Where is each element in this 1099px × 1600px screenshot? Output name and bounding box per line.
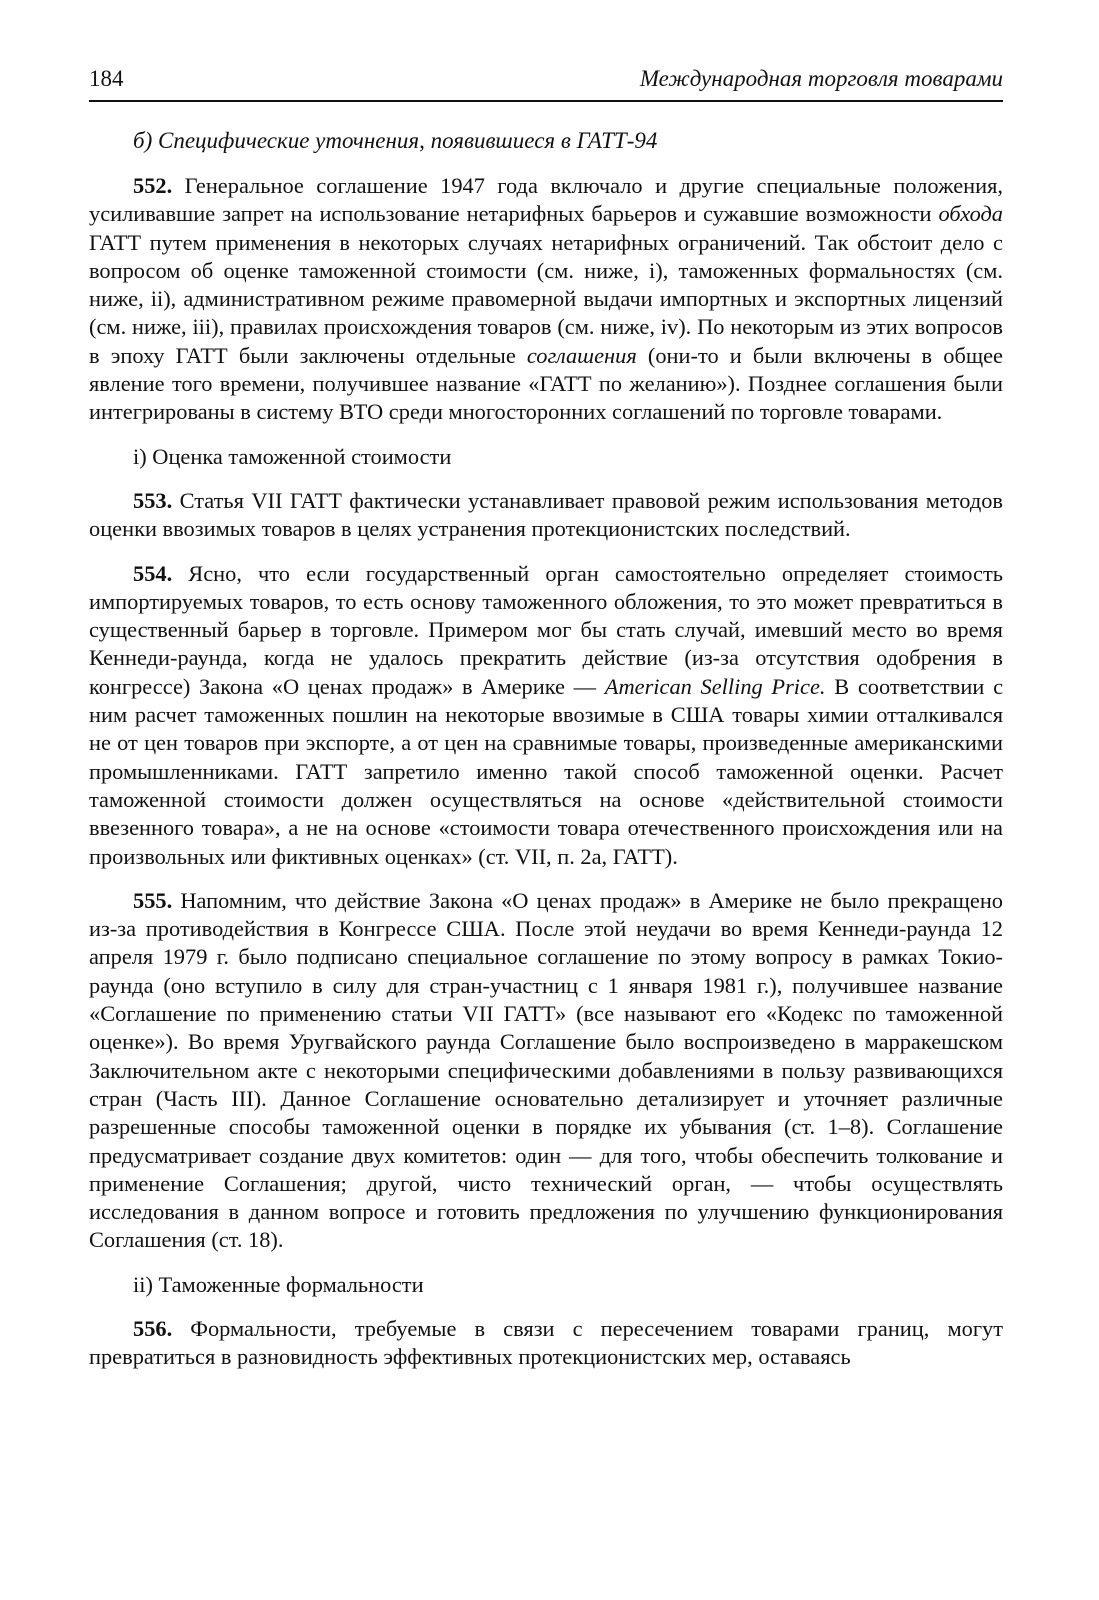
paragraph-text: Формальности, требуемые в связи с пересечением товарами границ, могут превратиться в разновидность эффективных протекционистских мер, оставаясь (89, 1315, 1003, 1370)
paragraph-text: Статья VII ГАТТ фактически устанавливает правовой режим использования методов оценки ввозимых товаров в целях устранения протекционистских последствий. (89, 487, 1003, 542)
page-number: 184 (89, 66, 124, 91)
running-title: Международная торговля товарами (639, 66, 1003, 91)
page-body (89, 126, 1003, 1388)
paragraph-text: Напомним, что действие Закона «О ценах продаж» в Америке не было прекращено из-за противодействия в Конгрессе США. После этой неудачи во время Кеннеди-раунда 12 апреля 1979 г. было подписано специальное соглашение по этому вопросу в рамках Токио-раунда (оно вступило в силу для стран-участниц с 1 января 1981 г.), получившее название «Соглашение по применению статьи VII ГАТТ» (все называют его «Кодекс по таможенной оценке»). Во время Уругвайского раунда Соглашение было воспроизведено в марракешском Заключительном акте с некоторыми специфическими добавлениями в пользу развивающихся стран (Часть III). Данное Соглашение основательно детализирует и уточняет различные разрешенные способы таможенной оценки в порядке их убывания (ст. 1–8). Соглашение предусматривает создание двух комитетов: один — для того, чтобы обеспечить толкование и применение Соглашения; другой, чисто технический орган, — чтобы осуществлять исследования в данном вопросе и готовить предложения по улучшению функционирования Соглашения (ст. 18). (89, 887, 1003, 1253)
paragraph-text: Ясно, что если государственный орган самостоятельно определяет стоимость импортируемых товаров, то есть основу таможенного обложения, то это может превратиться в существенный барьер в торговле. Примером мог бы стать случай, имевший место во время Кеннеди-раунда, когда не удалось прекратить действие (из-за отсутствия одобрения в конгрессе) Закона «О ценах продаж» в Америке — (89, 560, 1003, 699)
paragraph-number: 552. (133, 173, 173, 198)
page-header (89, 62, 1003, 102)
paragraph-number: 556. (133, 1315, 173, 1341)
paragraph-text: Генеральное соглашение 1947 года включало и другие специальные положения, усиливавшие запрет на использование нетарифных барьеров и сужавшие возможности (89, 173, 1003, 227)
emphasis-text: обхода (938, 201, 1003, 227)
paragraph-553 (89, 487, 1003, 544)
paragraph-552 (89, 172, 1003, 427)
paragraph-text: ГАТТ путем применения в некоторых случаях нетарифных ограничений. Так обстоит дело с вопросом об оценке таможенной стоимости (см. ниже, i), таможенных формальностях (см. ниже, ii), административном режиме правомерной выдачи импортных и экспортных лицензий (см. ниже, iii), правилах происхождения товаров (см. ниже, iv). По некоторым из этих вопросов в эпоху ГАТТ были заключены отдельные (89, 229, 1003, 368)
paragraph-number: 554. (133, 560, 173, 586)
subsection-title-ii: ii) Таможенные формальности (133, 1271, 424, 1297)
paragraph-556 (89, 1315, 1003, 1372)
subsection-title-i: i) Оценка таможенной стоимости (133, 443, 452, 469)
paragraph-number: 555. (133, 887, 173, 913)
paragraph-text: (они-то и были включены в общее явление того времени, получившее название «ГАТТ по желанию»). Позднее соглашения были интегрированы в систему ВТО среди многосторонних соглашений по торговле товарами. (89, 342, 1003, 425)
emphasis-text: соглашения (526, 342, 637, 368)
paragraph-text: В соответствии с ним расчет таможенных пошлин на некоторые ввозимые в США товары химии отталкивался не от цен товаров при экспорте, а от цен на сравнимые товары, произведенные американскими промышленниками. ГАТТ запретило именно такой способ таможенной оценки. Расчет таможенной стоимости должен осуществляться на основе «действительной стоимости ввезенного товара», а не на основе «стоимости товара отечественного происхождения или на произвольных или фиктивных оценках» (ст. VII, п. 2а, ГАТТ). (89, 673, 1004, 869)
paragraph-554 (89, 560, 1003, 871)
paragraph-555 (89, 887, 1003, 1255)
emphasis-text: American Selling Price. (604, 673, 826, 699)
paragraph-number: 553. (133, 487, 173, 513)
subsection-title-b: б) Специфические уточнения, появившиеся в ГАТТ-94 (133, 128, 658, 153)
